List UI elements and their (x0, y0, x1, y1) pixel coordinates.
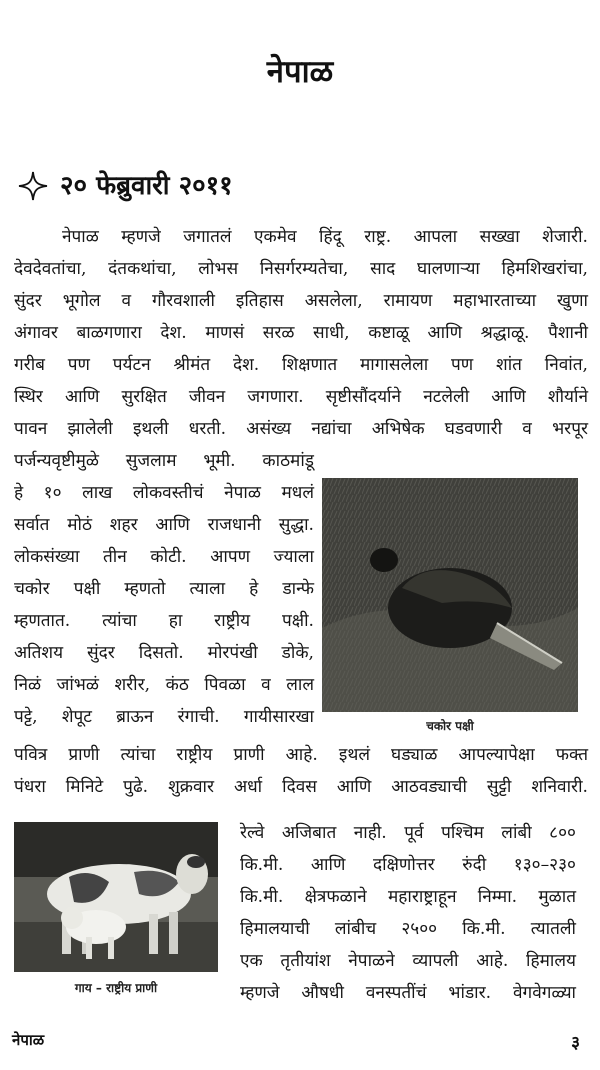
paragraph-line: हे १० लाख लोकवस्तीचं नेपाळ मधलं (14, 483, 314, 503)
paragraph-line: सर्वात मोठं शहर आणि राजधानी सुद्धा. (14, 515, 314, 535)
paragraph-line: पंधरा मिनिटे पुढे. शुक्रवार अर्धा दिवस आणि आठवड्याची सुट्टी शनिवारी. (14, 777, 588, 797)
paragraph-line: लोकसंख्या तीन कोटी. आपण ज्याला (14, 547, 314, 567)
paragraph-line: एक तृतीयांश नेपाळने व्यापली आहे. हिमालय (240, 951, 576, 971)
page-number: ३ (571, 1033, 580, 1053)
cow-photo (14, 822, 218, 972)
paragraph-line: रेल्वे अजिबात नाही. पूर्व पश्चिम लांबी ८०० (240, 823, 576, 843)
date-heading (18, 168, 233, 204)
paragraph-line: पर्जन्यवृष्टीमुळे सुजलाम भूमी. काठमांडू (14, 451, 314, 471)
date-heading-text: २० फेब्रुवारी २०११ (60, 171, 233, 201)
paragraph-line: हिमालयाची लांबीच २५०० कि.मी. त्यातली (240, 919, 576, 939)
paragraph-line: पवित्र प्राणी त्यांचा राष्ट्रीय प्राणी आहे. इथलं घड्याळ आपल्यापेक्षा फक्त (14, 745, 588, 765)
paragraph-line: गरीब पण पर्यटन श्रीमंत देश. शिक्षणात मागासलेला पण शांत निवांत, (14, 355, 588, 375)
paragraph-line: चकोर पक्षी म्हणतो त्याला हे डान्फे (14, 579, 314, 599)
bird-caption: चकोर पक्षी (426, 719, 474, 733)
paragraph-line: नेपाळ म्हणजे जगातलं एकमेव हिंदू राष्ट्र. आपला सख्खा शेजारी. (62, 227, 588, 247)
paragraph-line: सुंदर भूगोल व गौरवशाली इतिहास असलेला, रामायण महाभारताच्या खुणा (14, 291, 588, 311)
paragraph-line: कि.मी. क्षेत्रफळाने महाराष्ट्राहून निम्मा. मुळात (240, 887, 576, 907)
paragraph-line: पट्टे, शेपूट ब्राऊन रंगाची. गायीसारखा (14, 707, 314, 727)
cow-caption: गाय – राष्ट्रीय प्राणी (74, 981, 158, 995)
paragraph-line: देवदेवतांचा, दंतकथांचा, लोभस निसर्गरम्यतेचा, साद घालणाऱ्या हिमशिखरांचा, (14, 259, 588, 279)
paragraph-line: निळं जांभळं शरीर, कंठ पिवळा व लाल (14, 675, 314, 695)
paragraph-line: स्थिर आणि सुरक्षित जीवन जगणारा. सृष्टीसौंदर्याने नटलेली आणि शौर्याने (14, 387, 588, 407)
bird-photo (322, 478, 578, 712)
paragraph-line: म्हणजे औषधी वनस्पतींचं भांडार. वेगवेगळ्या (240, 983, 576, 1003)
footer-title: नेपाळ (12, 1031, 45, 1049)
paragraph-line: पावन झालेली इथली धरती. असंख्य नद्यांचा अभिषेक घडवणारी व भरपूर (14, 419, 588, 439)
paragraph-line: कि.मी. आणि दक्षिणोत्तर रुंदी १३०–२३० (240, 855, 576, 875)
four-point-star-icon (18, 171, 48, 201)
paragraph-line: अतिशय सुंदर दिसतो. मोरपंखी डोके, (14, 643, 314, 663)
paragraph-line: अंगावर बाळगणारा देश. माणसं सरळ साधी, कष्टाळू आणि श्रद्धाळू. पैशानी (14, 323, 588, 343)
page-title: नेपाळ (266, 54, 334, 90)
paragraph-line: म्हणतात. त्यांचा हा राष्ट्रीय पक्षी. (14, 611, 314, 631)
